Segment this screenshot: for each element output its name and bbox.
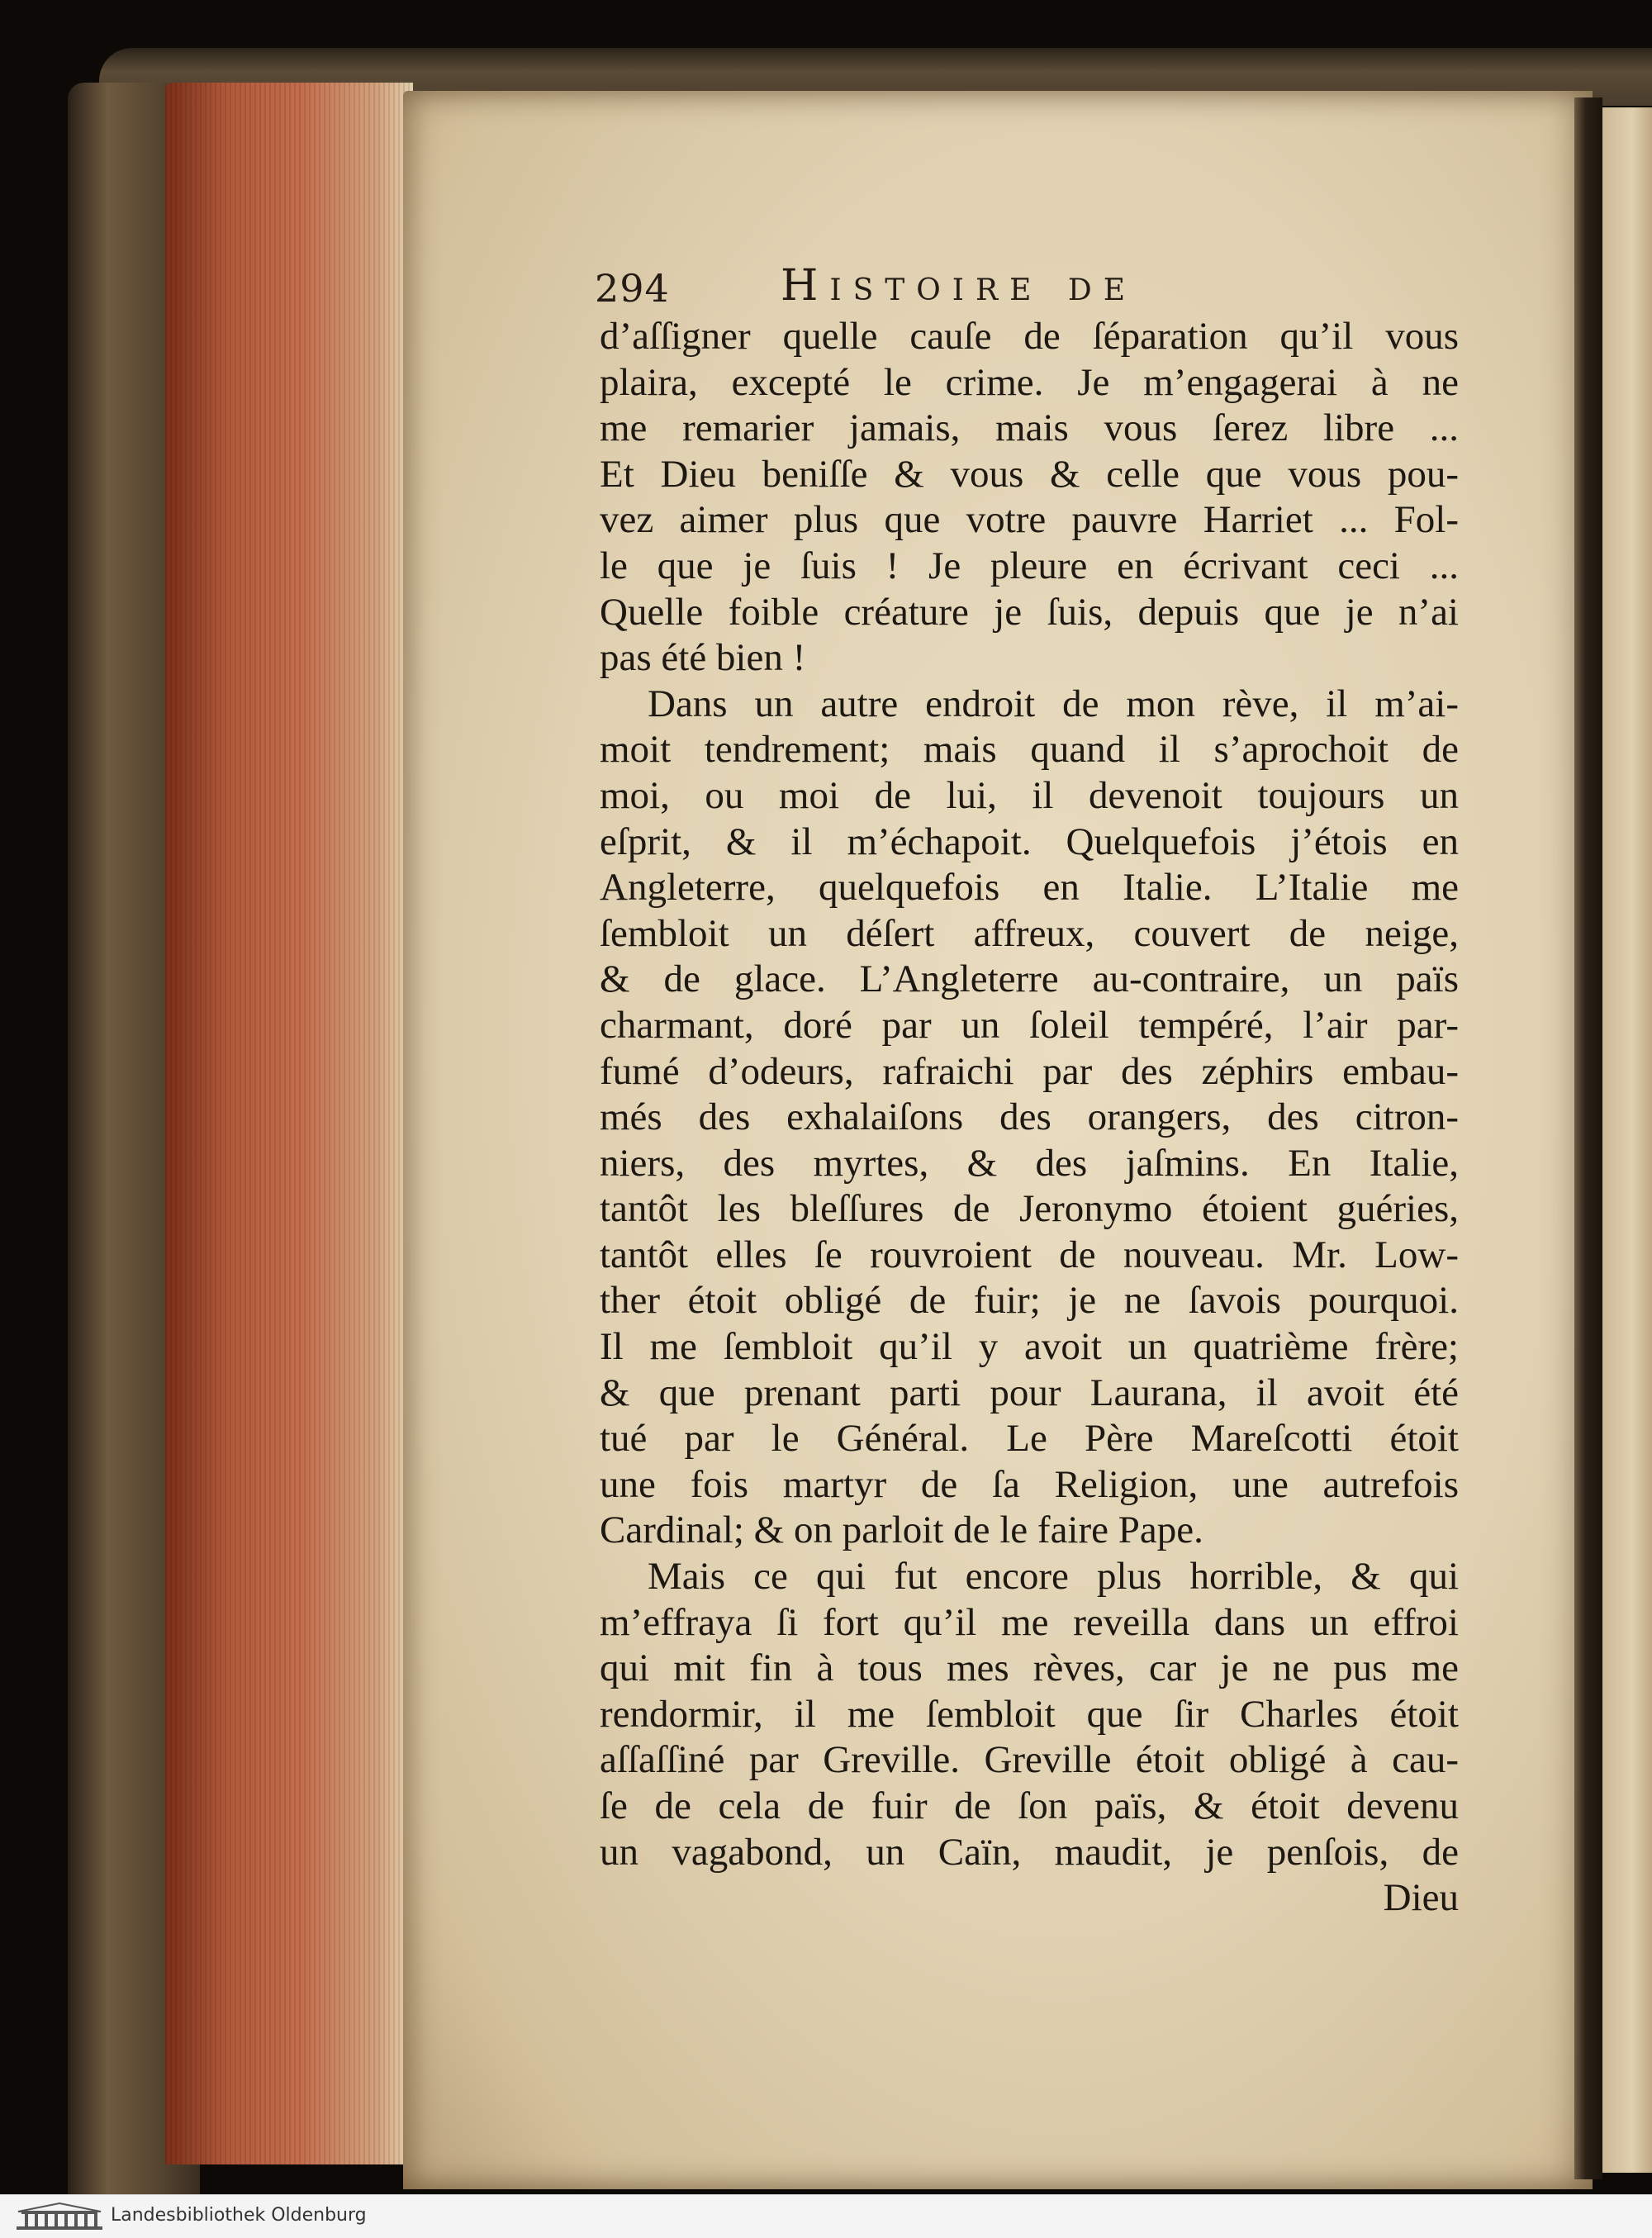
page-header [595, 261, 1503, 311]
footer-bar [0, 2194, 1652, 2238]
text-line: Angleterre, quelquefois en Italie. L’Italie me [600, 866, 1459, 910]
text-line: & de glace. L’Angleterre au-contraire, un païs [600, 957, 1459, 1001]
text-line: fumé d’odeurs, rafraichi par des zéphirs embau- [600, 1049, 1459, 1093]
text-line: Il me ſembloit qu’il y avoit un quatrième frère; [600, 1325, 1459, 1369]
text-line: plaira, excepté le crime. Je m’engagerai à ne [600, 360, 1459, 404]
library-building-icon [15, 2202, 104, 2231]
text-line: moi, ou moi de lui, il devenoit toujours un [600, 773, 1459, 817]
catchword: Dieu [1383, 1876, 1459, 1920]
text-line: ſe de cela de fuir de ſon païs, & étoit devenu [600, 1784, 1459, 1827]
text-line: une fois martyr de ſa Religion, une autrefois [600, 1462, 1459, 1506]
text-line: le que je ſuis ! Je pleure en écrivant ceci ... [600, 544, 1459, 587]
text-line: aſſaſſiné par Greville. Greville étoit obligé à cau- [600, 1738, 1459, 1782]
text-line: Mais ce qui fut encore plus horrible, & qui [648, 1555, 1459, 1599]
page-edges-red [165, 83, 413, 2164]
text-line: moit tendrement; mais quand il s’aprochoit de [600, 728, 1459, 772]
text-line: charmant, doré par un ſoleil tempéré, l’air par- [600, 1003, 1459, 1047]
text-line: tantôt elles ſe rouvroient de nouveau. Mr. Low- [600, 1233, 1459, 1276]
text-line: niers, des myrtes, & des jaſmins. En Italie, [600, 1141, 1459, 1185]
book-gutter [1574, 97, 1602, 2179]
text-line: pas été bien ! [600, 636, 806, 680]
text-line: ſembloit un déſert affreux, couvert de neige, [600, 911, 1459, 955]
page-number: 294 [595, 266, 670, 311]
text-line: Dans un autre endroit de mon rève, il m’ai- [648, 682, 1459, 725]
text-line: m’effraya ſi fort qu’il me reveilla dans un effroi [600, 1600, 1459, 1644]
text-line: & que prenant parti pour Laurana, il avoit été [600, 1371, 1459, 1414]
text-line: rendormir, il me ſembloit que ſir Charles étoit [600, 1692, 1459, 1736]
right-page-edge [1602, 107, 1652, 2173]
text-line: més des exhalaiſons des orangers, des citron- [600, 1095, 1459, 1139]
text-line: Cardinal; & on parloit de le faire Pape. [600, 1509, 1203, 1552]
text-line: un vagabond, un Caïn, maudit, je penſois, de [600, 1830, 1459, 1874]
running-title: Histoire de [781, 261, 1137, 311]
body-text [600, 314, 1459, 1922]
library-name: Landesbibliothek Oldenburg [111, 2205, 367, 2226]
text-line: d’aſſigner quelle cauſe de ſéparation qu’il vous [600, 315, 1459, 358]
text-line: vez aimer plus que votre pauvre Harriet ... Fol- [600, 498, 1459, 542]
text-line: Quelle foible créature je ſuis, depuis que je n’ai [600, 590, 1459, 634]
text-line: qui mit fin à tous mes rèves, car je ne pus me [600, 1646, 1459, 1690]
text-line: tantôt les bleſſures de Jeronymo étoient guéries, [600, 1187, 1459, 1231]
text-line: Et Dieu beniſſe & vous & celle que vous pou- [600, 452, 1459, 496]
text-line: ther étoit obligé de fuir; je ne ſavois pourquoi. [600, 1279, 1459, 1323]
text-line: tué par le Général. Le Père Mareſcotti étoit [600, 1417, 1459, 1461]
text-line: eſprit, & il m’échapoit. Quelquefois j’étois en [600, 820, 1459, 863]
text-line: me remarier jamais, mais vous ſerez libre ... [600, 406, 1459, 450]
